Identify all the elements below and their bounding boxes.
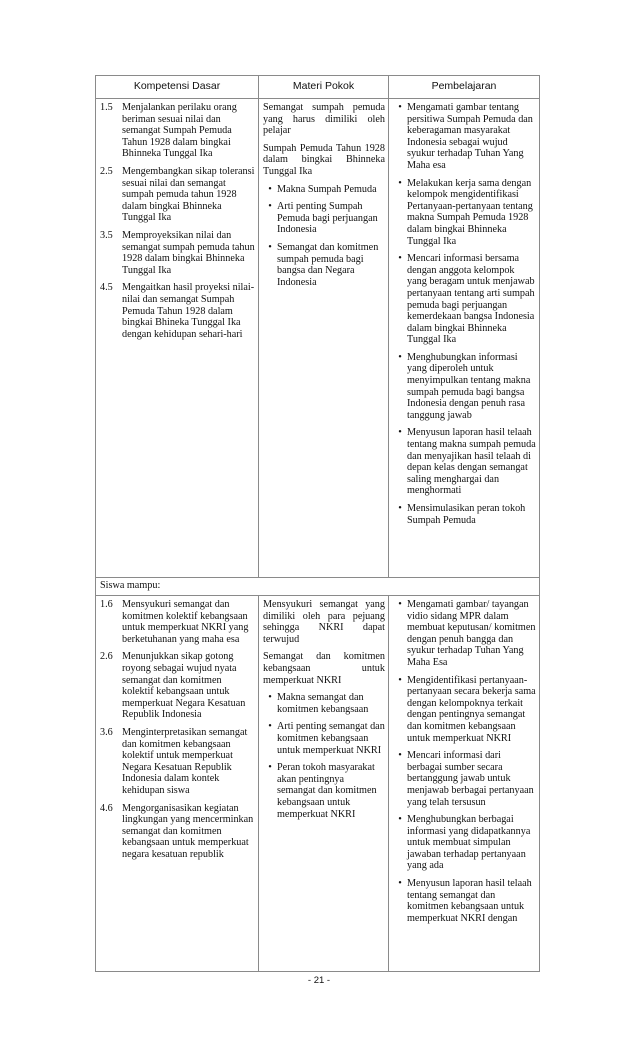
bullet-icon: •: [398, 427, 402, 439]
kd-cell-2: [96, 596, 259, 971]
table-row-section2: [96, 595, 539, 971]
curriculum-table: [95, 75, 540, 972]
header-materi-pokok: Materi Pokok: [259, 76, 389, 98]
materi-cell-2: [259, 596, 389, 971]
materi-bullet-text: Makna Sumpah Pemuda: [277, 183, 377, 195]
pembelajaran-item: [393, 102, 536, 172]
kd-item: [100, 651, 255, 721]
kd-text: Mensyukuri semangat dan komitmen kolektif kebangsaan untuk memperkuat NKRI yang berketuhanan yang maha esa: [122, 599, 249, 645]
kd-cell-1: [96, 99, 259, 577]
bullet-icon: •: [398, 878, 402, 890]
bullet-icon: •: [268, 201, 272, 213]
pembelajaran-text: Menyusun laporan hasil telaah tentang makna sumpah pemuda dan menyajikan hasil telaah di depan kelas dengan semangat saling menghargai dan menghormati: [407, 427, 536, 497]
kd-number: 2.5: [100, 165, 113, 177]
bullet-icon: •: [268, 721, 272, 733]
materi-bullet-item: [263, 201, 385, 236]
materi-bullet-text: Peran tokoh masyarakat akan pentingnya semangat dan komitmen kebangsaan untuk memperkuat NKRI: [277, 762, 377, 820]
kd-number: 4.5: [100, 282, 113, 294]
kd-number: 1.5: [100, 102, 113, 113]
materi-bullet-item: [263, 692, 385, 715]
materi-bullet-item: [263, 184, 385, 196]
bullet-icon: •: [398, 351, 402, 363]
pembelajaran-list: [393, 599, 536, 924]
pembelajaran-text: Mensimulasikan peran tokoh Sumpah Pemuda: [407, 503, 526, 526]
page-number: - 21 -: [307, 975, 331, 986]
pembelajaran-text: Mengamati gambar tentang persitiwa Sumpah Pemuda dan keberagaman masyarakat Indonesia sebagai wujud syukur terhadap Tuhan Yang Maha esa: [407, 102, 533, 171]
pembelajaran-cell-1: [389, 99, 539, 577]
materi-bullet-list: [263, 692, 385, 820]
kd-text: Menginterpretasikan semangat dan komitmen kebangsaan kolektif untuk memperkuat Negara Kesatuan Republik Indonesia dalam kontek kehidupan siswa: [122, 726, 248, 796]
pembelajaran-item: [393, 599, 536, 669]
pembelajaran-item: [393, 750, 536, 808]
kd-item: [100, 102, 255, 160]
materi-bullet-item: [263, 721, 385, 756]
pembelajaran-item: [393, 253, 536, 346]
materi-bullet-text: Arti penting semangat dan komitmen kebangsaan untuk memperkuat NKRI: [277, 721, 385, 756]
pembelajaran-text: Melakukan kerja sama dengan kelompok mengidentifikasi Pertanyaan-pertanyaan tentang makna Sumpah Pemuda 1928 dalam bingkai Bhinneka Tunggal Ika: [407, 177, 533, 247]
kd-number: 4.6: [100, 802, 113, 814]
bullet-icon: •: [398, 599, 402, 610]
materi-bullet-text: Semangat dan komitmen sumpah pemuda bagi bangsa dan Negara Indonesia: [277, 241, 379, 288]
bullet-icon: •: [398, 503, 402, 514]
pembelajaran-item: [393, 878, 536, 924]
materi-bullet-item: [263, 242, 385, 288]
kd-number: 3.5: [100, 229, 113, 241]
bullet-icon: •: [398, 814, 402, 826]
pembelajaran-text: Menghubungkan berbagai informasi yang didapatkannya untuk membuat simpulan jawaban terhadap pertanyaan yang ada: [407, 814, 531, 872]
materi-bullet-text: Makna semangat dan komitmen kebangsaan: [277, 692, 369, 715]
pembelajaran-item: [393, 427, 536, 497]
kd-item: [100, 166, 255, 224]
kd-text: Memproyeksikan nilai dan semangat sumpah pemuda tahun 1928 dalam bingkai Bhinneka Tunggal Ika: [122, 229, 255, 276]
kd-number: 1.6: [100, 599, 113, 610]
bullet-icon: •: [398, 674, 402, 686]
header-pembelajaran: Pembelajaran: [431, 80, 497, 92]
pembelajaran-item: [393, 503, 536, 526]
table-row-section1: [96, 98, 539, 577]
kd-text: Menunjukkan sikap gotong royong sebagai wujud nyata semangat dan komitmen kolektif kebangsaan untuk memperkuat Negara Kesatuan Republik Indonesia: [122, 651, 246, 721]
siswa-mampu-label: Siswa mampu:: [100, 580, 161, 591]
pembelajaran-list: [393, 102, 536, 526]
kd-number: 3.6: [100, 726, 113, 738]
kd-item: [100, 230, 255, 276]
kd-item: [100, 727, 255, 797]
bullet-icon: •: [398, 102, 402, 113]
pembelajaran-text: Mengamati gambar/ tayangan vidio sidang MPR dalam membuat keputusan/ komitmen dengan penuh bangga dan syukur terhadap Tuhan Yang Maha Esa: [407, 599, 536, 668]
materi-bullet-list: [263, 184, 385, 289]
table-row-label: [96, 577, 539, 595]
bullet-icon: •: [268, 762, 272, 774]
materi-paragraph: Mensyukuri semangat yang dimiliki oleh para pejuang sehingga NKRI dapat terwujud: [263, 599, 385, 645]
pembelajaran-item: [393, 675, 536, 745]
pembelajaran-cell-2: [389, 596, 539, 971]
pembelajaran-item: [393, 352, 536, 422]
kd-text: Mengorganisasikan kegiatan lingkungan yang mencerminkan semangat dan komitmen kebangsaan untuk memperkuat negara kesatuan republik: [122, 802, 254, 860]
materi-paragraph: Semangat dan komitmen kebangsaan untuk memperkuat NKRI: [263, 651, 385, 686]
bullet-icon: •: [268, 692, 272, 704]
bullet-icon: •: [268, 241, 272, 253]
kd-item: [100, 599, 255, 645]
pembelajaran-item: [393, 814, 536, 872]
pembelajaran-text: Mengidentifikasi pertanyaan-pertanyaan secara bekerja sama dengan kelompoknya terkait dengan pentingnya semangat dan komitmen kebangsaan untuk memperkuat NKRI: [407, 674, 536, 744]
kd-text: Menjalankan perilaku orang beriman sesuai nilai dan semangat Sumpah Pemuda Tahun 1928 dalam bingkai Bhinneka Tunggal Ika: [122, 102, 237, 160]
kd-text: Mengembangkan sikap toleransi sesuai nilai dan semangat sumpah pemuda tahun 1928 dalam bingkai Bhinneka Tunggal Ika: [122, 165, 255, 224]
pembelajaran-item: [393, 178, 536, 248]
table-header-row: [96, 76, 539, 98]
pembelajaran-text: Mencari informasi dari berbagai sumber secara bertanggung jawab untuk menjawab berbagai pertanyaan yang telah tersusun: [407, 750, 534, 808]
pembelajaran-text: Menghubungkan informasi yang diperoleh untuk menyimpulkan tentang makna sumpah pemuda bagi bangsa Indonesia dengan penuh rasa tanggung jawab: [407, 351, 531, 421]
materi-bullet-text: Arti penting Sumpah Pemuda bagi perjuangan Indonesia: [277, 201, 378, 236]
pembelajaran-text: Mencari informasi bersama dengan anggota kelompok yang beragam untuk menjawab pertanyaan tentang arti sumpah pemuda bagi perjuangan kemerdekaan bangsa Indonesia dalam bingkai Bhinneka Tunggal Ika: [407, 253, 535, 346]
bullet-icon: •: [398, 253, 402, 265]
header-kompetensi-dasar: Kompetensi Dasar: [96, 76, 259, 98]
bullet-icon: •: [398, 750, 402, 762]
bullet-icon: •: [398, 177, 402, 189]
kd-item: [100, 803, 255, 861]
materi-cell-1: [259, 99, 389, 577]
bullet-icon: •: [268, 183, 272, 195]
materi-bullet-item: [263, 762, 385, 820]
kd-text: Mengaitkan hasil proyeksi nilai-nilai dan semangat Sumpah Pemuda Tahun 1928 dalam bingkai Bhineka Tunggal Ika dengan kehidupan sehari-hari: [122, 282, 255, 340]
kd-number: 2.6: [100, 651, 113, 663]
materi-paragraph: Semangat sumpah pemuda yang harus dimiliki oleh pelajar: [263, 102, 385, 137]
pembelajaran-text: Menyusun laporan hasil telaah tentang semangat dan komitmen kebangsaan untuk memperkuat NKRI dengan: [407, 878, 532, 924]
kd-item: [100, 282, 255, 340]
materi-paragraph: Sumpah Pemuda Tahun 1928 dalam bingkai Bhinneka Tunggal Ika: [263, 142, 385, 177]
